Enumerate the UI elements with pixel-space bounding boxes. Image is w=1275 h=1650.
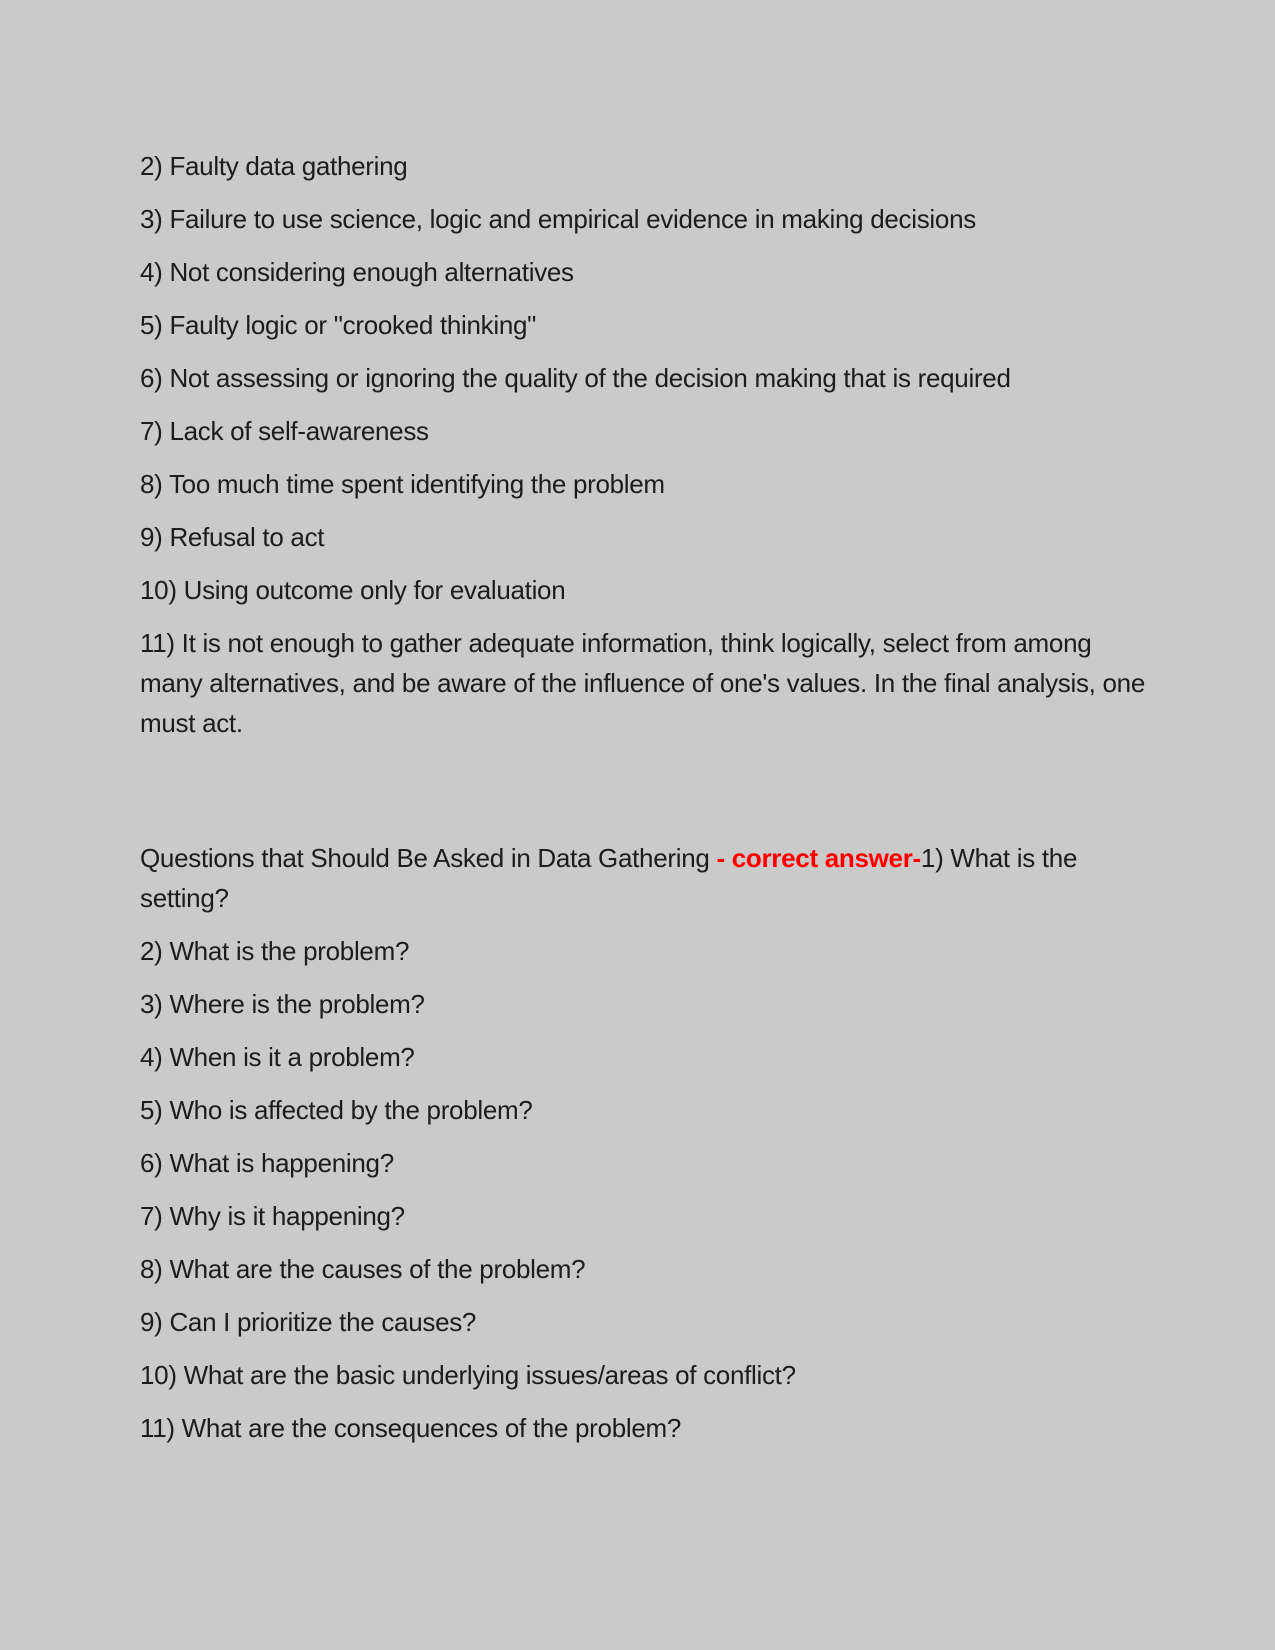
list-item: 5) Faulty logic or "crooked thinking"	[140, 310, 537, 340]
list-item: 9) Can I prioritize the causes?	[140, 1307, 477, 1337]
list-item: 2) Faulty data gathering	[140, 151, 408, 181]
list-item: 11) It is not enough to gather adequate information, think logically, select from among many alternatives, and be aware of the influence of one's values. In the final analysis, one must act.	[140, 628, 1145, 738]
data-gathering-questions-list	[140, 931, 1147, 1448]
list-item: 11) What are the consequences of the problem?	[140, 1413, 682, 1443]
list-item: 7) Why is it happening?	[140, 1201, 405, 1231]
list-item: 9) Refusal to act	[140, 522, 325, 552]
list-item: 8) What are the causes of the problem?	[140, 1254, 586, 1284]
list-item: 2) What is the problem?	[140, 936, 410, 966]
list-item: 10) What are the basic underlying issues/areas of conflict?	[140, 1360, 796, 1390]
list-item: 4) When is it a problem?	[140, 1042, 415, 1072]
list-item: 3) Failure to use science, logic and empirical evidence in making decisions	[140, 204, 976, 234]
list-item: 6) Not assessing or ignoring the quality of the decision making that is required	[140, 363, 1011, 393]
section-gap	[140, 756, 1147, 838]
list-item: 4) Not considering enough alternatives	[140, 257, 574, 287]
correct-answer-marker: - correct answer-	[716, 843, 921, 873]
question-text: Questions that Should Be Asked in Data Gathering	[140, 843, 710, 873]
pitfalls-list	[140, 146, 1147, 743]
list-item: 8) Too much time spent identifying the problem	[140, 469, 665, 499]
list-item: 6) What is happening?	[140, 1148, 394, 1178]
list-item: 10) Using outcome only for evaluation	[140, 575, 566, 605]
answer-first-item: 1) What is the setting?	[140, 843, 1078, 913]
list-item: 5) Who is affected by the problem?	[140, 1095, 533, 1125]
list-item: 3) Where is the problem?	[140, 989, 425, 1019]
list-item: 7) Lack of self-awareness	[140, 416, 429, 446]
question-answer-paragraph	[140, 838, 1147, 918]
